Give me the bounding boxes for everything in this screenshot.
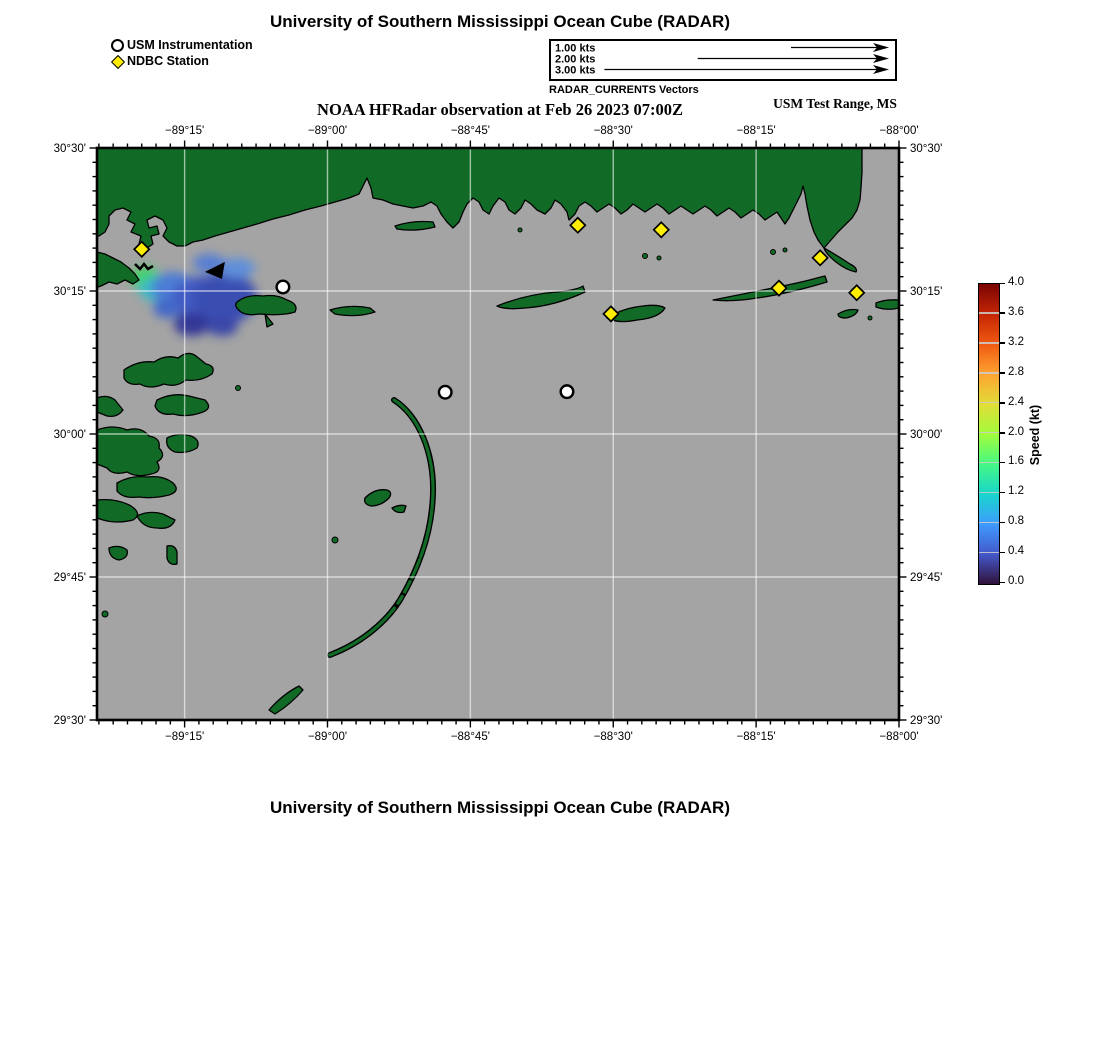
lon-tick-label-top: −88°00' <box>879 125 919 137</box>
lon-tick-label-bottom: −88°00' <box>879 731 919 743</box>
lon-tick-label-top: −89°00' <box>307 125 348 137</box>
lat-tick-label-right: 29°45' <box>910 572 943 584</box>
colorbar-level-line <box>979 432 999 433</box>
usm-instrumentation-marker <box>561 385 574 398</box>
colorbar-tick <box>1000 312 1005 314</box>
colorbar-title: Speed (kt) <box>1028 404 1042 466</box>
colorbar-tick-label: 2.8 <box>1008 365 1024 378</box>
colorbar-tick-label: 2.4 <box>1008 395 1024 408</box>
colorbar-tick <box>1000 492 1005 494</box>
figure-title-bottom: University of Southern Mississippi Ocean Cube (RADAR) <box>269 798 730 817</box>
colorbar-tick-label: 1.6 <box>1008 455 1024 468</box>
colorbar-tick <box>1000 372 1005 374</box>
lat-tick-label-left: 29°45' <box>53 572 86 584</box>
colorbar-tick <box>1000 342 1005 344</box>
lon-tick-label-bottom: −88°45' <box>450 731 490 743</box>
colorbar-tick <box>1000 462 1005 464</box>
lon-tick-label-top: −88°15' <box>736 125 776 137</box>
usm-instrumentation-marker <box>277 281 290 294</box>
colorbar-tick-label: 0.0 <box>1008 575 1024 587</box>
colorbar-level-line <box>979 372 999 373</box>
observation-title: NOAA HFRadar observation at Feb 26 2023 07:00Z <box>317 100 683 119</box>
colorbar-tick-label: 2.0 <box>1008 425 1024 438</box>
land-polygon <box>330 306 375 315</box>
usm-instrumentation-icon <box>110 38 124 52</box>
vector-scale-box <box>549 39 897 81</box>
lon-tick-label-top: −89°15' <box>165 125 205 137</box>
legend-label-usm: USM Instrumentation <box>127 38 253 52</box>
lat-tick-label-right: 29°30' <box>910 715 943 727</box>
vector-scale-arrows <box>551 41 891 75</box>
colorbar-level-line <box>979 492 999 493</box>
colorbar-level-line <box>979 312 999 313</box>
colorbar-level-line <box>979 522 999 523</box>
lon-tick-label-top: −88°45' <box>450 125 490 137</box>
vector-scale-label: 2.00 kts <box>555 53 596 66</box>
colorbar-tick <box>1000 283 1005 285</box>
colorbar-tick-label: 3.2 <box>1008 335 1024 348</box>
colorbar-tick <box>1000 582 1005 584</box>
colorbar-level-line <box>979 402 999 403</box>
colorbar-level-line <box>979 552 999 553</box>
lat-tick-label-left: 30°15' <box>53 286 86 298</box>
colorbar-tick <box>1000 402 1005 404</box>
colorbar-level-line <box>979 462 999 463</box>
colorbar-tick-label: 0.8 <box>1008 515 1024 528</box>
lon-tick-label-bottom: −88°30' <box>593 731 633 743</box>
legend-item-ndbc <box>110 53 253 69</box>
vector-scale-label: 3.00 kts <box>555 64 596 75</box>
colorbar-tick <box>1000 432 1005 434</box>
ndbc-station-icon <box>110 54 124 68</box>
vector-box-caption: RADAR_CURRENTS Vectors <box>549 84 699 96</box>
lat-tick-label-right: 30°30' <box>910 143 943 155</box>
colorbar-tick-label: 3.6 <box>1008 305 1024 318</box>
lon-tick-label-bottom: −88°15' <box>736 731 776 743</box>
lon-tick-label-top: −88°30' <box>593 125 633 137</box>
range-label: USM Test Range, MS <box>773 96 897 111</box>
lat-tick-label-left: 30°30' <box>53 143 86 155</box>
figure-title-top: University of Southern Mississippi Ocean Cube (RADAR) <box>269 12 730 31</box>
land-polygon <box>167 546 177 565</box>
lon-tick-label-bottom: −89°15' <box>165 731 205 743</box>
land-polygon <box>117 477 176 498</box>
map-legend <box>110 37 253 69</box>
usm-instrumentation-marker <box>439 386 452 399</box>
lat-tick-label-right: 30°00' <box>910 429 943 441</box>
lat-tick-label-left: 29°30' <box>53 715 86 727</box>
colorbar-level-line <box>979 342 999 343</box>
colorbar-tick <box>1000 522 1005 524</box>
vector-scale-label: 1.00 kts <box>555 42 596 55</box>
lat-tick-label-left: 30°00' <box>53 429 86 441</box>
land-polygon <box>876 300 899 309</box>
colorbar-tick-label: 1.2 <box>1008 485 1024 498</box>
colorbar-tick-label: 4.0 <box>1008 276 1024 288</box>
map-plot <box>40 118 970 773</box>
legend-item-usm <box>110 37 253 53</box>
colorbar-tick <box>1000 552 1005 554</box>
land-polygon <box>167 434 198 452</box>
colorbar-tick-label: 0.4 <box>1008 545 1024 558</box>
lat-tick-label-right: 30°15' <box>910 286 943 298</box>
legend-label-ndbc: NDBC Station <box>127 54 209 68</box>
lon-tick-label-bottom: −89°00' <box>307 731 348 743</box>
